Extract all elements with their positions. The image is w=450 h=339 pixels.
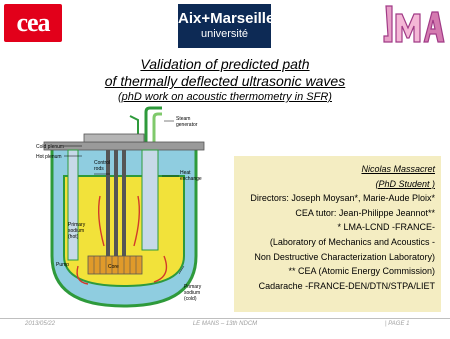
label-control-rods-1: Control — [94, 160, 111, 166]
reactor-diagram — [34, 106, 254, 321]
author-name: Nicolas Massacret — [361, 164, 435, 174]
directors-line: Directors: Joseph Moysan*, Marie-Aude Ploix* — [250, 193, 435, 204]
control-rod-2 — [114, 150, 118, 256]
slide-title-line1: Validation of predicted path — [140, 56, 310, 72]
aix-marseille-logo-line1: Aix+Marseille — [178, 10, 275, 27]
lma-logo-icon — [378, 2, 448, 52]
lab-line-3: Non Destructive Characterization Laboratory) — [254, 251, 435, 262]
control-rod-3 — [122, 150, 126, 256]
label-steam-generator-1: Steam — [176, 116, 191, 122]
label-cold-plenum: Cold plenum — [36, 144, 65, 150]
label-core: Core — [108, 264, 119, 270]
lab-line-1: * LMA-LCND -FRANCE- — [337, 222, 435, 233]
label-heat-exchange-2: exchange — [180, 176, 202, 182]
author-role: (PhD Student ) — [375, 178, 435, 189]
cea-logo-text: cea — [16, 8, 50, 37]
label-hot-plenum: Hot plenum — [36, 154, 62, 160]
footer-page-number: | PAGE 1 — [385, 321, 410, 327]
label-pump: Pump — [56, 262, 70, 268]
tutor-line: CEA tutor: Jean-Philippe Jeannot** — [295, 207, 435, 218]
label-heat-exchange-1: Heat — [180, 170, 191, 176]
cea-line-2: Cadarache -FRANCE-DEN/DTN/STPA/LIET — [258, 280, 435, 291]
slide-subtitle: (phD work on acoustic thermometry in SFR) — [118, 91, 332, 103]
rotating-plug — [84, 134, 144, 142]
label-primary-cold-1: Primary — [184, 284, 202, 290]
cea-line-1: ** CEA (Atomic Energy Commission) — [288, 266, 435, 277]
heat-exchanger — [142, 150, 158, 250]
lab-line-2: (Laboratory of Mechanics and Acoustics - — [269, 236, 435, 247]
author-info-box — [234, 156, 441, 312]
label-primary-cold-2: sodium — [184, 290, 201, 296]
label-primary-hot-2: sodium — [68, 228, 85, 234]
footer-date: 2013/05/22 — [25, 321, 56, 327]
label-primary-cold-3: (cold) — [184, 296, 197, 302]
slide-title-line2: of thermally deflected ultrasonic waves — [104, 73, 346, 89]
aix-marseille-logo — [178, 4, 275, 48]
aix-marseille-logo-line2: université — [200, 28, 249, 40]
label-steam-generator-2: generator — [176, 122, 198, 128]
label-primary-hot-1: Primary — [68, 222, 86, 228]
footer-event: LE MANS – 13th NDCM — [192, 321, 258, 327]
pump-column — [68, 150, 78, 260]
label-primary-hot-3: (hot) — [68, 234, 79, 240]
label-control-rods-2: rods — [94, 166, 104, 172]
